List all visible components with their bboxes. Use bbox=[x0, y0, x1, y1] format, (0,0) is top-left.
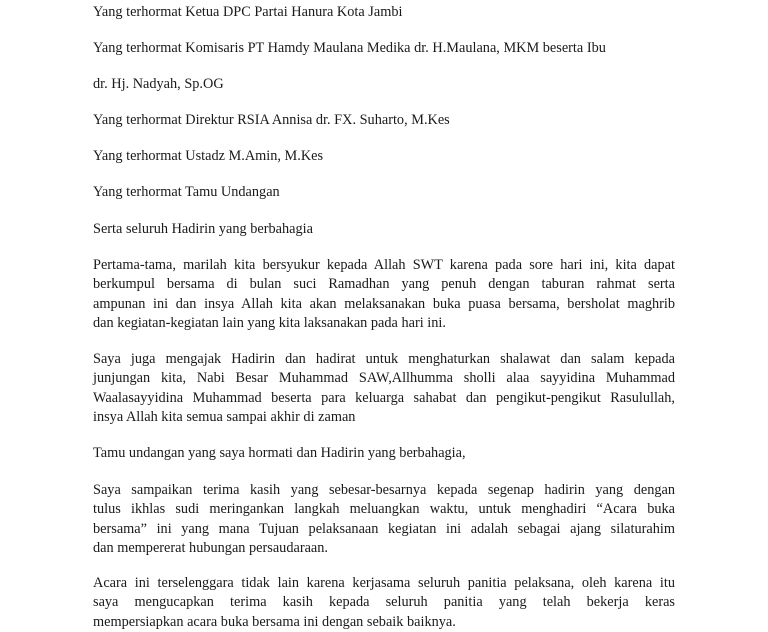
paragraph-thanks-committee bbox=[93, 574, 675, 632]
greeting-line: Serta seluruh Hadirin yang berbahagia bbox=[93, 221, 313, 237]
greeting-line: Yang terhormat Ustadz M.Amin, M.Kes bbox=[93, 148, 324, 164]
paragraph-shalawat bbox=[93, 350, 675, 427]
greeting-line: Yang terhormat Direktur RSIA Annisa dr. FX. Suharto, M.Kes bbox=[93, 112, 450, 128]
greeting-line: Yang terhormat Tamu Undangan bbox=[93, 184, 280, 200]
paragraph-line: saya mengucapkan terima kasih kepada seluruh panitia yang telah bekerja keras bbox=[93, 594, 675, 611]
greeting-line: Yang terhormat Komisaris PT Hamdy Maulana Medika dr. H.Maulana, MKM beserta Ibu bbox=[93, 40, 606, 56]
paragraph-line: Tamu undangan yang saya hormati dan Hadirin yang berbahagia, bbox=[93, 445, 466, 461]
paragraph-line: mempersiapkan acara buka bersama ini dengan sebaik baiknya. bbox=[93, 613, 456, 630]
paragraph-line: Waalasayyidina Muhammad beserta para keluarga sahabat dan pengikut-pengikut Rasulullah, bbox=[93, 389, 675, 406]
paragraph-line: insya Allah kita semua sampai akhir di zaman bbox=[93, 408, 356, 425]
paragraph-address bbox=[93, 444, 675, 463]
paragraph-line: Saya juga mengajak Hadirin dan hadirat untuk menghaturkan shalawat dan salam kepada bbox=[93, 351, 675, 367]
paragraph-line: bersama” ini yang mana Tujuan pelaksanaan kegiatan ini adalah sebagai ajang silaturahim bbox=[93, 520, 675, 537]
paragraph-line: dan mempererat hubungan persaudaraan. bbox=[93, 539, 328, 556]
paragraph-line: ampunan ini dan insya Allah kita akan melaksanakan buka puasa bersama, bersholat maghrib bbox=[93, 295, 675, 312]
paragraph-line: dan kegiatan-kegiatan lain yang kita laksanakan pada hari ini. bbox=[93, 314, 446, 331]
paragraph-thanks-guests bbox=[93, 481, 675, 558]
greeting-line: dr. Hj. Nadyah, Sp.OG bbox=[93, 76, 224, 92]
greeting-line: Yang terhormat Ketua DPC Partai Hanura Kota Jambi bbox=[93, 4, 403, 20]
paragraph-line: berkumpul bersama di bulan suci Ramadhan yang penuh dengan taburan rahmat serta bbox=[93, 276, 675, 293]
paragraph-line: Pertama-tama, marilah kita bersyukur kepada Allah SWT karena pada sore hari ini, kita dapat bbox=[93, 257, 675, 273]
paragraph-line: tulus ikhlas sudi meringankan langkah meluangkan waktu, untuk menghadiri “Acara buka bbox=[93, 501, 675, 518]
paragraph-line: junjungan kita, Nabi Besar Muhammad SAW,Allhumma sholli alaa sayyidina Muhammad bbox=[93, 370, 675, 387]
paragraph-gratitude bbox=[93, 256, 675, 333]
paragraph-line: Acara ini terselenggara tidak lain karena kerjasama seluruh panitia pelaksana, oleh karena itu bbox=[93, 575, 675, 591]
paragraph-line: Saya sampaikan terima kasih yang sebesar-besarnya kepada segenap hadirin yang dengan bbox=[93, 482, 675, 498]
